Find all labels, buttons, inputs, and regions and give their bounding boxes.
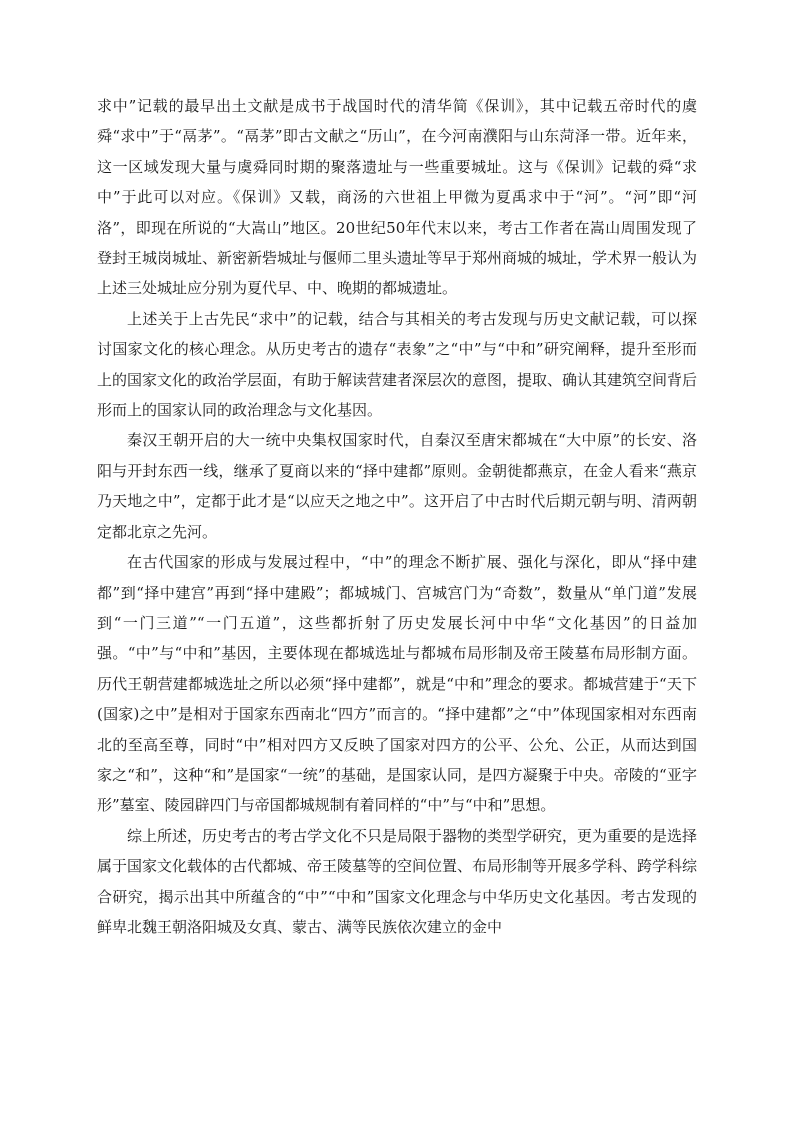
paragraph-4: 在古代国家的形成与发展过程中，“中”的理念不断扩展、强化与深化，即从“择中建都”到“择中建宫”再到“择中建殿”；都城城门、宫城宫门为“奇数”，数量从“单门道”发展到“一门三道”“一门五道”，这些都折射了历史发展长河中中华“文化基因”的日益加强。“中”与“中和”基因，主要体现在都城选址与都城布局形制及帝王陵墓布局形制方面。历代王朝营建都城选址之所以必须“择中建都”，就是“中和”理念的要求。都城营建于“天下(国家)之中”是相对于国家东西南北“四方”而言的。“择中建都”之“中”体现国家相对东西南北的至高至尊，同时“中”相对四方又反映了国家对四方的公平、公允、公正，从而达到国家之“和”，这种“和”是国家“一统”的基础，是国家认同，是四方凝聚于中央。帝陵的“亚字形”墓室、陵园辟四门与帝国都城规制有着同样的“中”与“中和”思想。: [97, 553, 697, 815]
paragraph-5: 综上所述，历史考古的考古学文化不只是局限于器物的类型学研究，更为重要的是选择属于国家文化载体的古代都城、帝王陵墓等的空间位置、布局形制等开展多学科、跨学科综合研究，揭示出其中所蕴含的“中”“中和”国家文化理念与中华历史文化基因。考古发现的鲜卑北魏王朝洛阳城及女真、蒙古、满等民族依次建立的金中: [97, 826, 698, 936]
paragraph-3: 秦汉王朝开启的大一统中央集权国家时代，自秦汉至唐宋都城在“大中原”的长安、洛阳与开封东西一线，继承了夏商以来的“择中建都”原则。金朝徙都燕京，在金人看来“燕京乃天地之中”，定都于此才是“以应天之地之中”。这开启了中古时代后期元朝与明、清两朝定都北京之先河。: [97, 431, 697, 541]
paragraph-1: 求中”记载的最早出土文献是成书于战国时代的清华简《保训》，其中记载五帝时代的虞舜“求中”于“鬲茅”。“鬲茅”即古文献之“历山”，在今河南濮阳与山东菏泽一带。近年来，这一区域发现大量与虞舜同时期的聚落遗址与一些重要城址。这与《保训》记载的舜“求中”于此可以对应。《保训》又载，商汤的六世祖上甲微为夏禹求中于“河”。“河”即“河洛”，即现在所说的“大嵩山”地区。20世纪50年代末以来，考古工作者在嵩山周围发现了登封王城岗城址、新密新砦城址与偃师二里头遗址等早于郑州商城的城址，学术界一般认为上述三处城址应分别为夏代早、中、晚期的都城遗址。: [97, 97, 698, 298]
article-body: [97, 91, 697, 942]
paragraph-2: 上述关于上古先民“求中”的记载，结合与其相关的考古发现与历史文献记载，可以探讨国家文化的核心理念。从历史考古的遗存“表象”之“中”与“中和”研究阐释，提升至形而上的国家文化的政治学层面，有助于解读营建者深层次的意图，提取、确认其建筑空间背后形而上的国家认同的政治理念与文化基因。: [97, 309, 698, 420]
